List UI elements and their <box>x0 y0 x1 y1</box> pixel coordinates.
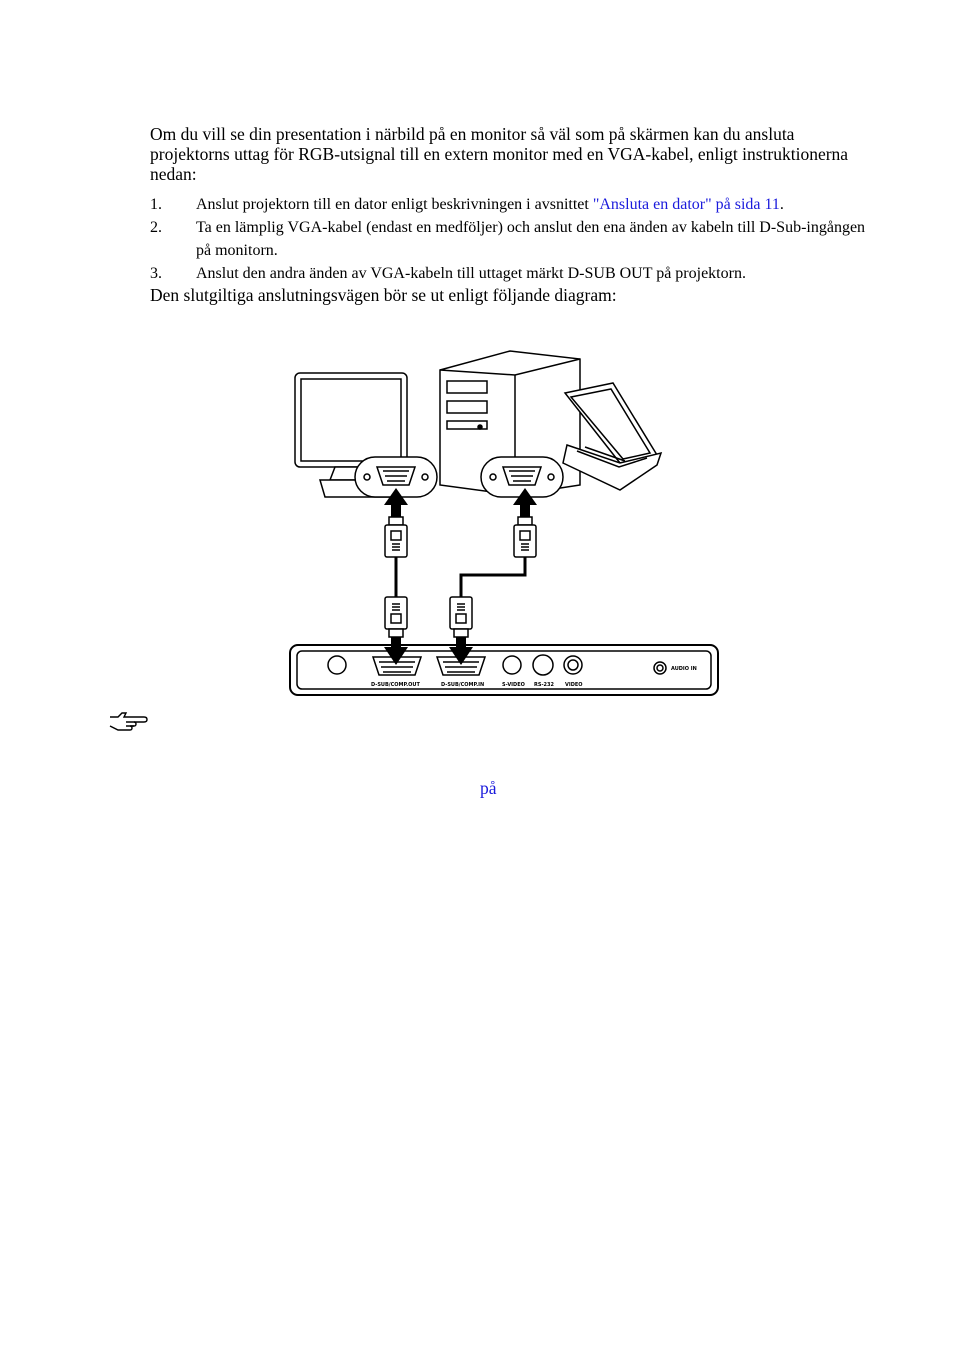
steps-list <box>150 193 880 285</box>
vga-plug-bottom-right <box>450 597 472 637</box>
step-number: 3. <box>150 265 162 282</box>
step-item <box>150 193 880 216</box>
step-text-end: . <box>779 196 784 213</box>
intro-paragraph: Om du vill se din presentation i närbild på en monitor så väl som på skärmen kan du ansluta projektorns uttag för RGB-utsignal till en extern monitor med en VGA-kabel, enligt instruktionerna nedan: <box>150 124 849 184</box>
step-text: Ta en lämplig VGA-kabel (endast en medföljer) och anslut den ena änden av kabeln till D-Sub-ingången på monitorn. <box>196 219 866 259</box>
vga-plug-bottom-left <box>385 597 407 637</box>
vga-cable-computer <box>461 557 525 597</box>
step-text: Anslut den andra änden av VGA-kabeln till uttaget märkt D-SUB OUT på projektorn. <box>196 265 746 282</box>
connection-diagram <box>285 345 725 700</box>
stray-link-text[interactable]: på <box>480 778 497 798</box>
step-text: Anslut projektorn till en dator enligt beskrivningen i avsnittet <box>196 196 593 213</box>
vga-plug-top-left <box>385 517 407 557</box>
port-label-dsub-out: D-SUB/COMP.OUT <box>371 682 420 688</box>
port-label-audio-in: AUDIO IN <box>671 666 697 672</box>
step-item <box>150 216 880 262</box>
step-number: 2. <box>150 219 162 236</box>
step-number: 1. <box>150 196 162 213</box>
port-label-dsub-in: D-SUB/COMP.IN <box>441 682 485 688</box>
step-item <box>150 262 880 285</box>
final-paragraph: Den slutgiltiga anslutningsvägen bör se ut enligt följande diagram: <box>150 285 617 305</box>
vga-plug-top-right <box>514 517 536 557</box>
port-label-rs232: RS-232 <box>534 682 554 688</box>
port-label-video: VIDEO <box>565 682 583 688</box>
computer-vga-port <box>481 457 563 497</box>
port-label-svideo: S-VIDEO <box>502 682 525 688</box>
step-link[interactable]: "Ansluta en dator" på sida 11 <box>592 196 780 213</box>
pointing-hand-icon <box>108 709 148 731</box>
